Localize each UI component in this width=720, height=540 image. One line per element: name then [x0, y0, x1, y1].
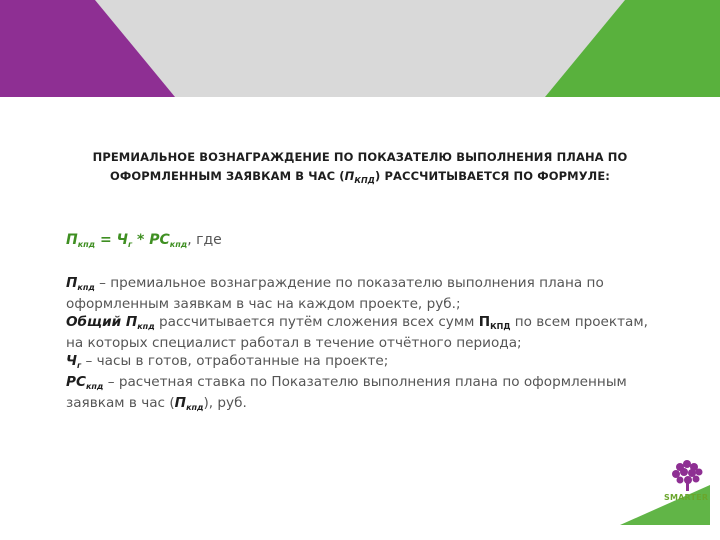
- logo-green-corner: [620, 485, 710, 525]
- def4-text-b: ), руб.: [203, 395, 247, 412]
- def2-text-a: рассчитывается путём сложения всех сумм: [154, 313, 479, 330]
- definition-1: [66, 275, 656, 314]
- formula-lhs: П: [66, 232, 78, 248]
- def4-sub2: кпд: [186, 403, 204, 413]
- title-line-2: [60, 167, 660, 190]
- formula-mul: *: [132, 232, 150, 248]
- def3-term: Ч: [66, 352, 77, 369]
- def4-term2: П: [174, 395, 187, 412]
- title-line-2-start: ОФОРМЛЕННЫМ ЗАЯВКАМ В ЧАС (: [109, 169, 345, 183]
- definition-4: [66, 374, 656, 417]
- title-symbol-sub: КПД: [354, 176, 376, 185]
- title-line-2-end: ) РАССЧИТЫВАЕТСЯ ПО ФОРМУЛЕ:: [375, 169, 610, 183]
- header-banner: [0, 0, 720, 97]
- formula-lhs-sub: кпд: [77, 240, 96, 249]
- def2-term2: П: [478, 313, 491, 330]
- title-line-1: ПРЕМИАЛЬНОЕ ВОЗНАГРАЖДЕНИЕ ПО ПОКАЗАТЕЛЮ ВЫПОЛНЕНИЯ ПЛАНА ПО: [92, 150, 628, 164]
- def4-text-a: – расчетная ставка по Показателю выполнения плана по оформленным заявкам в час (: [66, 374, 627, 412]
- formula: [66, 232, 222, 249]
- def3-text: – часы в готов, отработанные на проекте;: [81, 352, 389, 369]
- def1-term: П: [66, 275, 78, 291]
- def3-sub: г: [77, 360, 82, 370]
- def4-sub: кпд: [85, 382, 104, 392]
- tree-icon: [672, 460, 703, 491]
- def4-term: РС: [66, 374, 86, 391]
- def1-text: – премиальное вознаграждение по показателю выполнения плана по оформленным заявкам в час на каждом проекте, руб.;: [66, 275, 604, 313]
- formula-term1: Ч: [116, 232, 128, 248]
- definitions: [66, 275, 656, 417]
- formula-term2-sub: кпд: [169, 240, 188, 249]
- definition-3: [66, 353, 656, 374]
- formula-term2: РС: [149, 232, 170, 248]
- def2-term: Общий П: [66, 313, 138, 330]
- def2-text-b: по всем проектам, на которых специалист работал в течение отчётного периода;: [66, 313, 648, 352]
- logo: [620, 455, 710, 525]
- logo-text: SMARTER: [664, 493, 709, 502]
- def1-sub: кпд: [77, 283, 95, 292]
- definition-2: [66, 314, 656, 353]
- formula-tail: , где: [187, 232, 222, 248]
- formula-term1-sub: г: [127, 240, 133, 249]
- def2-sub2: КПД: [490, 321, 511, 331]
- def2-sub: кпд: [137, 321, 155, 331]
- formula-eq: =: [95, 232, 117, 248]
- page-title: [60, 148, 660, 190]
- title-symbol: П: [344, 169, 355, 183]
